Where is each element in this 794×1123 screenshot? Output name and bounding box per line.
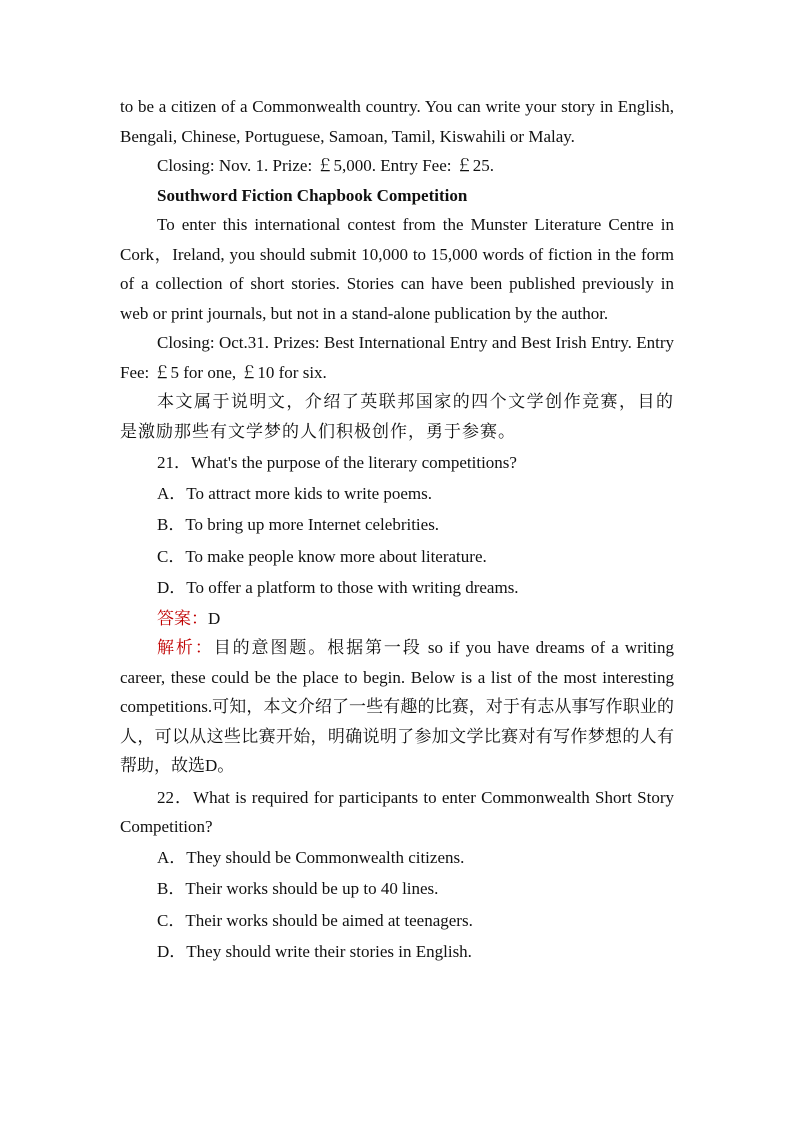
document-body — [120, 92, 674, 968]
answer-value: D — [208, 608, 221, 628]
answer-option: D．To offer a platform to those with writing dreams. — [157, 578, 519, 597]
answer-option: D．They should write their stories in English. — [157, 942, 472, 961]
passage-paragraph: to be a citizen of a Commonwealth country. You can write your story in English, Bengali, Chinese, Portuguese, Samoan, Tamil, Kiswahili or Malay. — [120, 97, 674, 146]
analysis-paragraph — [120, 633, 674, 781]
competition-heading: Southword Fiction Chapbook Competition — [157, 185, 468, 205]
closing-info: Closing: Oct.31. Prizes: Best International Entry and Best Irish Entry. Entry Fee: ￡5 for one, ￡10 for six. — [120, 333, 674, 382]
passage-paragraph: To enter this international contest from the Munster Literature Centre in Cork，Ireland, you should submit 10,000 to 15,000 words of fiction in the form of a collection of short stories. Stories can have been published previously in web or print journals, but not in a stand-alone publication by the author. — [120, 215, 674, 323]
answer-option: C．To make people know more about literature. — [157, 546, 487, 566]
passage-summary: 本文属于说明文，介绍了英联邦国家的四个文学创作竞赛，目的是激励那些有文学梦的人们积极创作，勇于参赛。 — [120, 392, 674, 441]
analysis-label: 解析： — [157, 638, 214, 657]
answer-option: A．They should be Commonwealth citizens. — [157, 847, 465, 867]
answer-option: B．Their works should be up to 40 lines. — [157, 879, 439, 898]
closing-info: Closing: Nov. 1. Prize: ￡5,000. Entry Fee: ￡25. — [157, 156, 494, 175]
analysis-text: 目的意图题。根据第一段 so if you have dreams of a writing career, these could be the place to begin. Below is a list of the most interesting competitions.可知，本文介绍了一些有趣的比赛，对于有志从事写作职业的人，可以从这些比赛开始，明确说明了参加文学比赛对有写作梦想的人有帮助，故选D。 — [120, 638, 675, 775]
answer-line — [120, 604, 674, 634]
answer-option: A．To attract more kids to write poems. — [157, 483, 432, 503]
answer-label: 答案： — [157, 608, 208, 628]
answer-option: B．To bring up more Internet celebrities. — [157, 515, 440, 534]
question-stem: 22．What is required for participants to enter Commonwealth Short Story Competition? — [120, 787, 674, 836]
question-stem: 21．What's the purpose of the literary competitions? — [157, 453, 517, 472]
answer-option: C．Their works should be aimed at teenagers. — [157, 910, 473, 930]
